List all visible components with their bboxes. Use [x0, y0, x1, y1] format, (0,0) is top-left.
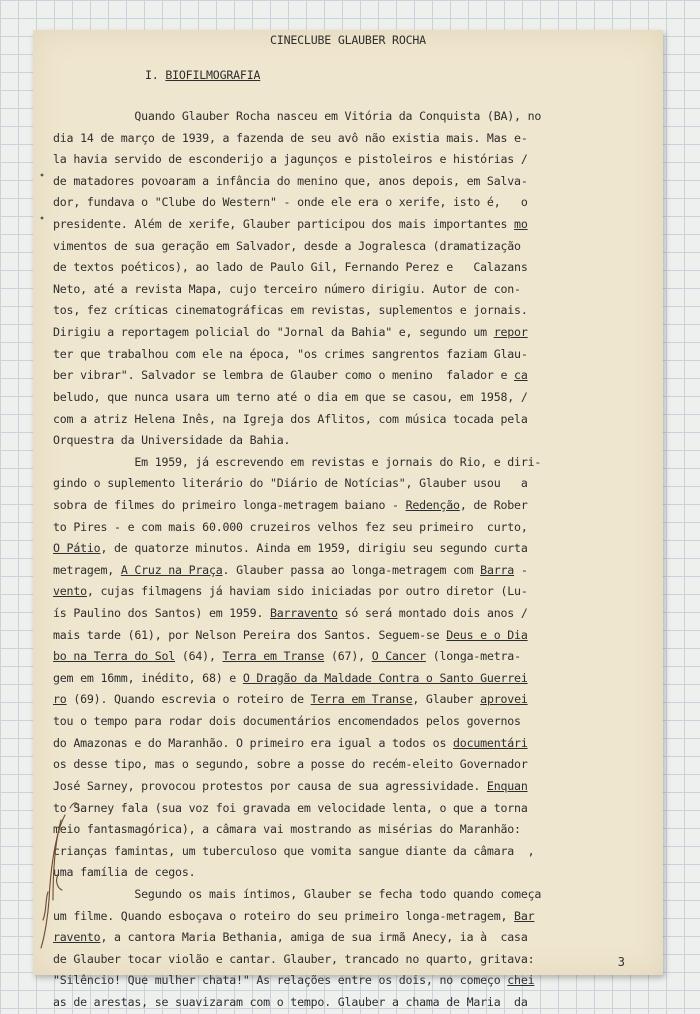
- text-line: [53, 300, 653, 322]
- underlined-title: Barravento: [269, 606, 338, 621]
- text-line: [53, 560, 653, 582]
- text-segment: presidente. Além de xerife, Glauber participou dos mais importantes: [53, 217, 515, 232]
- underlined-title: Bar: [514, 908, 535, 923]
- text-line: [53, 409, 653, 431]
- text-line: [53, 279, 653, 301]
- text-segment: de textos poéticos), ao lado de Paulo Gil, Fernando Perez e Calazans: [53, 260, 528, 275]
- text-segment: la havia servido de esconderijo a jagunços e pistoleiros e histórias /: [53, 152, 528, 167]
- text-segment: dia 14 de março de 1939, a fazenda de seu avô não existia mais. Mas e-: [53, 130, 528, 145]
- text-segment: gem em 16mm, inédito, 68) e: [53, 670, 243, 685]
- document-body: [53, 106, 653, 1014]
- text-segment: tos, fez críticas cinematográficas em revistas, suplementos e jornais.: [53, 303, 528, 318]
- text-segment: só será montado dois anos /: [337, 606, 528, 621]
- text-line: [53, 128, 653, 150]
- text-segment: José Sarney, provocou protestos por causa de sua agressividade.: [53, 778, 487, 793]
- text-line: [53, 668, 653, 690]
- text-segment: Neto, até a revista Mapa, cujo terceiro número dirigiu. Autor de con-: [53, 281, 521, 296]
- underlined-title: Terra em Transe: [222, 649, 325, 664]
- text-line: [53, 149, 653, 171]
- text-line: [53, 711, 653, 733]
- underlined-title: documentári: [453, 735, 528, 750]
- text-segment: -: [514, 562, 528, 577]
- text-segment: (longa-metra-: [425, 649, 521, 664]
- text-line: [53, 322, 653, 344]
- text-segment: do Amazonas e do Maranhão. O primeiro era igual a todos os: [53, 735, 454, 750]
- text-segment: , de Rober: [459, 497, 528, 512]
- underlined-title: ravento: [53, 930, 101, 945]
- text-line: [53, 862, 653, 884]
- text-segment: com a atriz Helena Inês, na Igreja dos Aflitos, com música tocada pela: [53, 411, 528, 426]
- underlined-title: ro: [53, 692, 67, 707]
- text-segment: (69). Quando escrevia o roteiro de: [66, 692, 311, 707]
- text-line: [53, 689, 653, 711]
- text-line: [53, 625, 653, 647]
- text-line: [53, 927, 653, 949]
- text-line: [53, 430, 653, 452]
- text-segment: os desse tipo, mas o segundo, sobre a posse do recém-eleito Governador: [53, 757, 528, 772]
- section-heading: [145, 68, 260, 82]
- underlined-title: mo: [514, 217, 528, 232]
- text-segment: de matadores povoaram a infância do menino que, anos depois, em Salva-: [53, 173, 528, 188]
- text-line: [53, 603, 653, 625]
- underlined-title: ca: [514, 368, 528, 383]
- text-segment: um filme. Quando esboçava o roteiro do seu primeiro longa-metragem,: [53, 908, 515, 923]
- text-line: [53, 192, 653, 214]
- text-line: [53, 473, 653, 495]
- text-segment: as de arestas, se suavizaram com o tempo. Glauber a chama de Maria da: [53, 994, 528, 1009]
- underlined-title: O Pátio: [53, 541, 101, 556]
- text-segment: de Glauber tocar violão e cantar. Glauber, trancado no quarto, gritava:: [53, 951, 535, 966]
- text-line: [53, 236, 653, 258]
- text-line: [53, 387, 653, 409]
- text-segment: , Glauber: [412, 692, 481, 707]
- text-line: [53, 257, 653, 279]
- text-segment: vimentos de sua geração em Salvador, desde a Jogralesca (dramatização: [53, 238, 521, 253]
- text-line: [53, 841, 653, 863]
- text-line: [53, 798, 653, 820]
- text-line: [53, 646, 653, 668]
- text-line: [53, 992, 653, 1014]
- text-line: [53, 733, 653, 755]
- text-segment: ter que trabalhou com ele na época, "os crimes sangrentos faziam Glau-: [53, 346, 528, 361]
- text-line: [53, 949, 653, 971]
- text-line: [53, 452, 653, 474]
- text-segment: ber vibrar". Salvador se lembra de Glauber como o menino falador e: [53, 368, 515, 383]
- text-line: [53, 819, 653, 841]
- text-segment: crianças famintas, um tuberculoso que vomita sangue diante da câmara ,: [53, 843, 535, 858]
- text-segment: beludo, que nunca usara um terno até o dia em que se casou, em 1958, /: [53, 389, 528, 404]
- typewritten-page: [33, 30, 663, 1009]
- text-line: [53, 906, 653, 928]
- text-line: [53, 884, 653, 906]
- page-number: 3: [617, 955, 625, 969]
- text-line: [53, 171, 653, 193]
- text-segment: Segundo os mais íntimos, Glauber se fecha todo quando começa: [53, 886, 542, 901]
- text-segment: Em 1959, já escrevendo em revistas e jornais do Rio, e diri-: [53, 454, 542, 469]
- text-segment: , de quatorze minutos. Ainda em 1959, dirigiu seu segundo curta: [100, 541, 528, 556]
- text-segment: (64),: [175, 649, 223, 664]
- text-segment: "Silêncio! Que mulher chata!" As relações entre os dois, no começo: [53, 973, 508, 988]
- text-line: [53, 581, 653, 603]
- text-segment: (67),: [324, 649, 372, 664]
- text-segment: Quando Glauber Rocha nasceu em Vitória da Conquista (BA), no: [53, 109, 542, 123]
- text-line: [53, 495, 653, 517]
- text-line: [53, 970, 653, 992]
- underlined-title: Barra: [480, 562, 515, 577]
- underlined-title: chei: [507, 973, 535, 988]
- underlined-title: Redenção: [405, 497, 460, 512]
- text-segment: sobra de filmes do primeiro longa-metragem baiano -: [53, 497, 406, 512]
- text-segment: mais tarde (61), por Nelson Pereira dos Santos. Seguem-se: [53, 627, 447, 642]
- text-segment: , cujas filmagens já haviam sido iniciadas por outro diretor (Lu-: [86, 584, 528, 599]
- section-number: I.: [145, 68, 159, 82]
- text-segment: to Pires - e com mais 60.000 cruzeiros velhos fez seu primeiro curto,: [53, 519, 528, 534]
- text-segment: to Sarney fala (sua voz foi gravada em velocidade lenta, o que a torna: [53, 800, 528, 815]
- text-line: [53, 344, 653, 366]
- text-line: [53, 517, 653, 539]
- text-segment: uma família de cegos.: [53, 865, 196, 880]
- text-segment: meio fantasmagórica), a câmara vai mostrando as misérias do Maranhão:: [53, 822, 521, 837]
- underlined-title: Deus e o Dia: [446, 627, 528, 642]
- text-line: [53, 538, 653, 560]
- underlined-title: Enquan: [486, 778, 528, 793]
- text-segment: gindo o suplemento literário do "Diário de Notícias", Glauber usou a: [53, 476, 528, 491]
- underlined-title: A Cruz na Praça: [120, 562, 223, 577]
- underlined-title: bo na Terra do Sol: [53, 649, 176, 664]
- text-segment: . Glauber passa ao longa-metragem com: [222, 562, 481, 577]
- text-segment: Dirigiu a reportagem policial do "Jornal da Bahia" e, segundo um: [53, 325, 494, 340]
- text-segment: tou o tempo para rodar dois documentários encomendados pelos governos: [53, 714, 521, 729]
- text-line: [53, 365, 653, 387]
- text-line: [53, 106, 653, 128]
- underlined-title: vento: [53, 584, 87, 599]
- underlined-title: Terra em Transe: [310, 692, 413, 707]
- text-segment: ís Paulino dos Santos) em 1959.: [53, 606, 270, 621]
- section-title: BIOFILMOGRAFIA: [165, 68, 261, 82]
- text-segment: Orquestra da Universidade da Bahia.: [53, 433, 291, 448]
- underlined-title: O Cancer: [371, 649, 426, 664]
- underlined-title: O Dragão da Maldade Contra o Santo Guerrei: [242, 670, 528, 685]
- text-line: [53, 754, 653, 776]
- underlined-title: aprovei: [480, 692, 528, 707]
- text-segment: dor, fundava o "Clube do Western" - onde ele era o xerife, isto é, o: [53, 195, 528, 210]
- text-line: [53, 214, 653, 236]
- text-segment: metragem,: [53, 562, 121, 577]
- page-header: CINECLUBE GLAUBER ROCHA: [270, 33, 426, 47]
- text-segment: , a cantora Maria Bethania, amiga de sua irmã Anecy, ia à casa: [100, 930, 528, 945]
- text-line: [53, 776, 653, 798]
- underlined-title: repor: [493, 325, 528, 340]
